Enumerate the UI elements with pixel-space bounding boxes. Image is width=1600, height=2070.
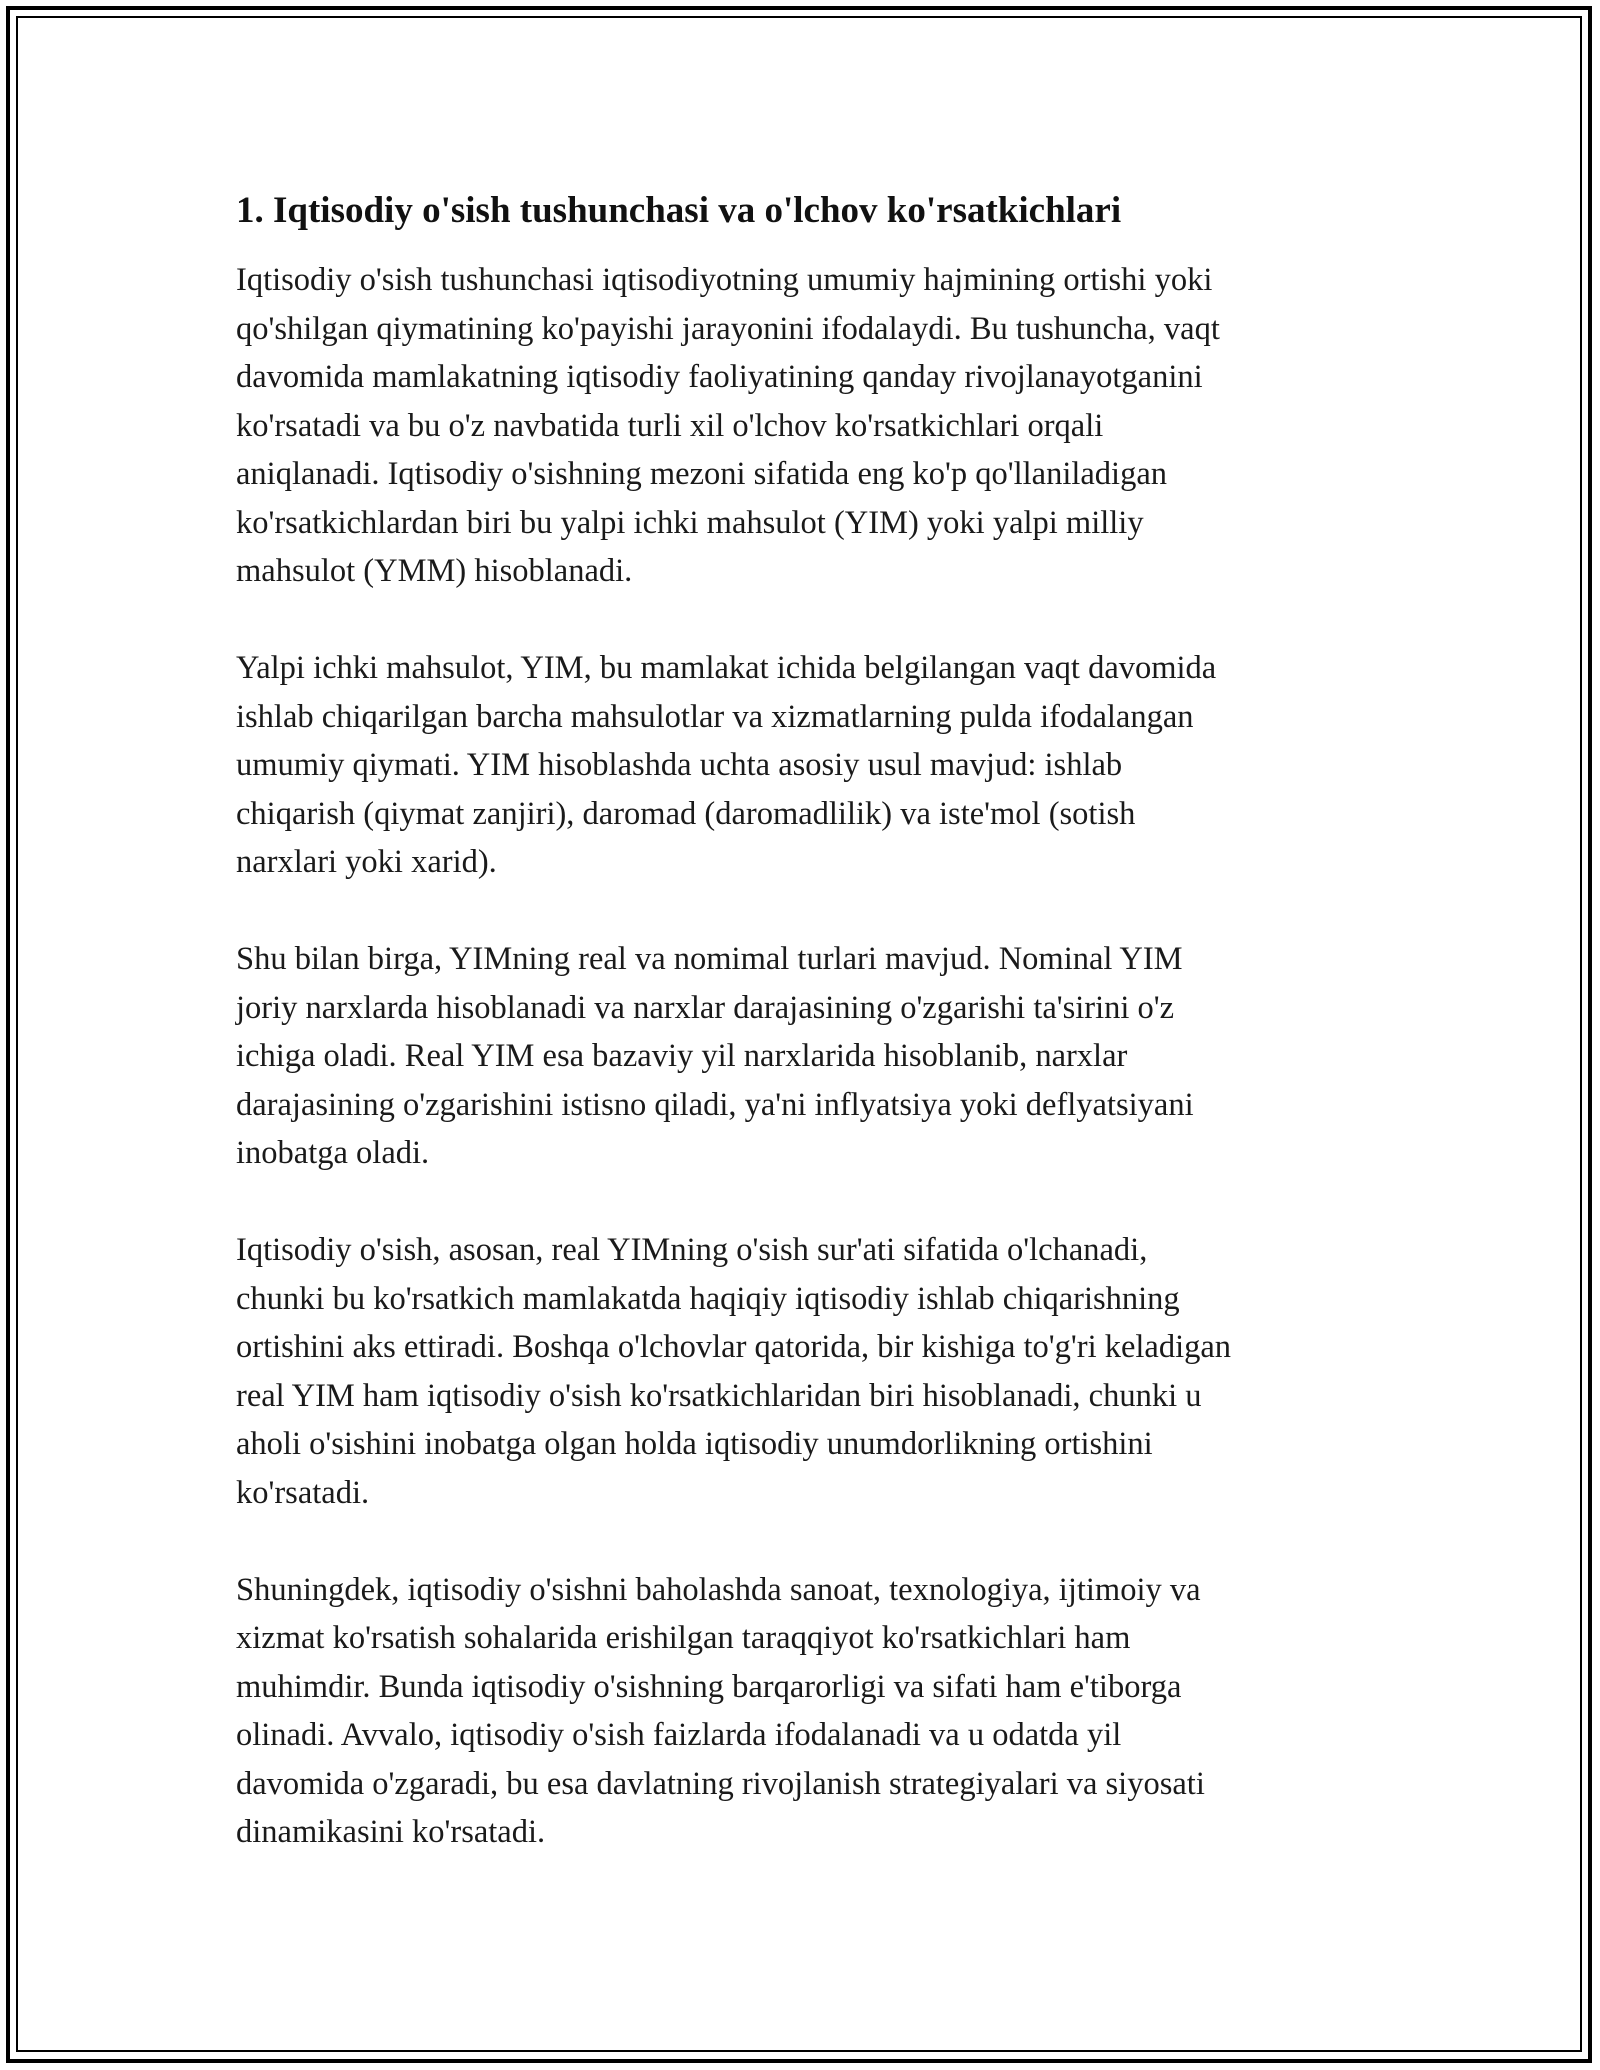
paragraph-line: darajasining o'zgarishini istisno qiladi, ya'ni inflyatsiya yoki deflyatsiyani	[236, 1086, 1194, 1123]
paragraph-3	[236, 935, 1376, 1178]
paragraph-line: olinadi. Avvalo, iqtisodiy o'sish faizlarda ifodalanadi va u odatda yil	[236, 1717, 1122, 1753]
paragraph-line: ko'rsatkichlardan biri bu yalpi ichki mahsulot (YIM) yoki yalpi milliy	[236, 504, 1144, 541]
paragraph-line: real YIM ham iqtisodiy o'sish ko'rsatkichlaridan biri hisoblanadi, chunki u	[236, 1377, 1202, 1414]
section-heading: 1. Iqtisodiy o'sish tushunchasi va o'lchov ko'rsatkichlari	[236, 190, 1122, 231]
paragraph-line: davomida o'zgaradi, bu esa davlatning rivojlanish strategiyalari va siyosati	[236, 1765, 1205, 1802]
paragraph-line: davomida mamlakatning iqtisodiy faoliyatining qanday rivojlanayotganini	[236, 359, 1203, 395]
paragraph-line: chunki bu ko'rsatkich mamlakatda haqiqiy iqtisodiy ishlab chiqarishning	[236, 1280, 1180, 1317]
paragraph-line: Shu bilan birga, YIMning real va nomimal turlari mavjud. Nominal YIM	[236, 941, 1183, 977]
paragraph-line: ortishini aks ettiradi. Boshqa o'lchovlar qatorida, bir kishiga to'g'ri keladigan	[236, 1329, 1232, 1365]
paragraph-line: muhimdir. Bunda iqtisodiy o'sishning barqarorligi va sifati ham e'tiborga	[236, 1668, 1182, 1705]
paragraph-spacer	[236, 596, 1376, 645]
paragraph-5	[236, 1566, 1376, 1857]
paragraph-line: dinamikasini ko'rsatadi.	[236, 1814, 546, 1850]
paragraph-line: umumiy qiymati. YIM hisoblashda uchta asosiy usul mavjud: ishlab	[236, 747, 1123, 783]
paragraph-1	[236, 256, 1376, 596]
paragraph-spacer	[236, 1178, 1376, 1227]
paragraph-line: xizmat ko'rsatish sohalarida erishilgan taraqqiyot ko'rsatkichlari ham	[236, 1620, 1131, 1656]
paragraph-line: mahsulot (YMM) hisoblanadi.	[236, 553, 633, 589]
paragraph-line: inobatga oladi.	[236, 1135, 430, 1171]
paragraph-line: ko'rsatadi.	[236, 1474, 370, 1511]
paragraph-spacer	[236, 1517, 1376, 1566]
paragraph-line: Iqtisodiy o'sish tushunchasi iqtisodiyotning umumiy hajmining ortishi yoki	[236, 262, 1213, 298]
paragraph-line: qo'shilgan qiymatining ko'payishi jarayonini ifodalaydi. Bu tushuncha, vaqt	[236, 310, 1220, 347]
heading-spacer	[236, 236, 1376, 256]
paragraph-spacer	[236, 887, 1376, 936]
paragraph-line: aholi o'sishini inobatga olgan holda iqtisodiy unumdorlikning ortishini	[236, 1426, 1153, 1462]
paragraph-line: ichiga oladi. Real YIM esa bazaviy yil narxlarida hisoblanib, narxlar	[236, 1038, 1128, 1074]
paragraph-line: Shuningdek, iqtisodiy o'sishni baholashda sanoat, texnologiya, ijtimoiy va	[236, 1571, 1201, 1608]
paragraph-2	[236, 644, 1376, 887]
paragraph-line: Yalpi ichki mahsulot, YIM, bu mamlakat ichida belgilangan vaqt davomida	[236, 650, 1217, 686]
paragraph-line: ishlab chiqarilgan barcha mahsulotlar va xizmatlarning pulda ifodalangan	[236, 698, 1194, 735]
paragraph-line: narxlari yoki xarid).	[236, 844, 497, 880]
paragraph-line: joriy narxlarda hisoblanadi va narxlar darajasining o'zgarishi ta'sirini o'z	[236, 989, 1175, 1026]
document-body	[236, 186, 1376, 1857]
paragraph-line: ko'rsatadi va bu o'z navbatida turli xil o'lchov ko'rsatkichlari orqali	[236, 407, 1104, 444]
paragraph-4	[236, 1226, 1376, 1517]
paragraph-line: Iqtisodiy o'sish, asosan, real YIMning o'sish sur'ati sifatida o'lchanadi,	[236, 1232, 1148, 1268]
paragraph-line: chiqarish (qiymat zanjiri), daromad (daromadlilik) va iste'mol (sotish	[236, 795, 1136, 832]
paragraph-line: aniqlanadi. Iqtisodiy o'sishning mezoni sifatida eng ko'p qo'llaniladigan	[236, 456, 1168, 492]
